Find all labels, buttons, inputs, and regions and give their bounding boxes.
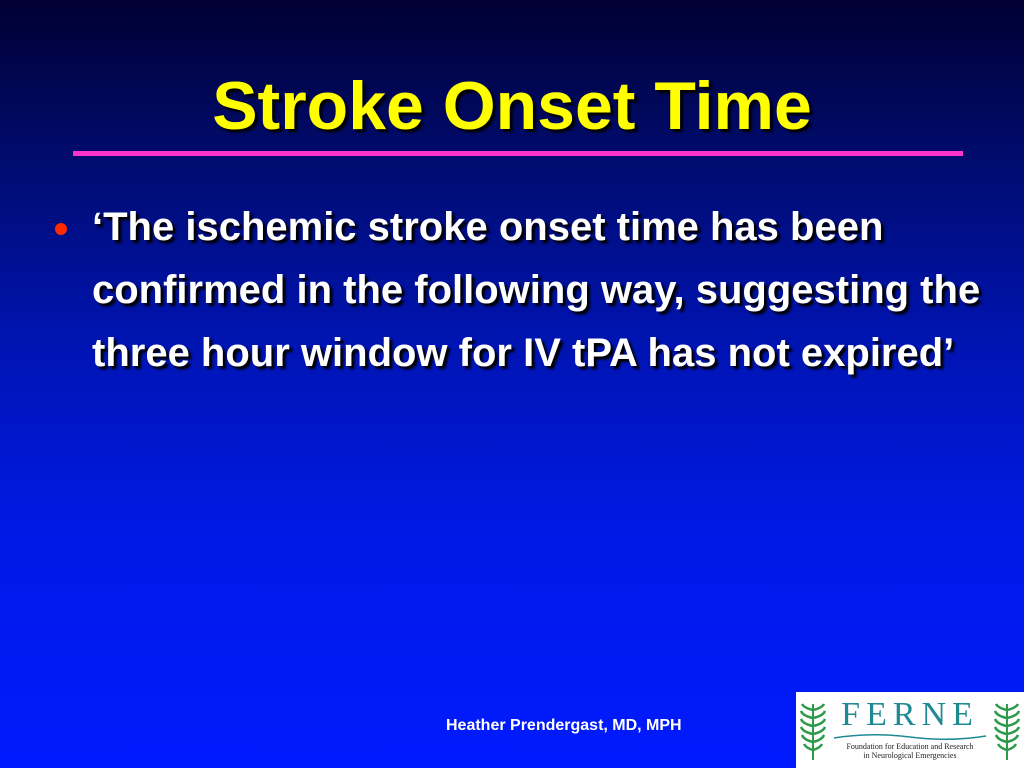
logo-tagline-line1: Foundation for Education and Research bbox=[846, 742, 974, 751]
ferne-logo bbox=[796, 692, 1024, 768]
slide-title: Stroke Onset Time bbox=[212, 68, 812, 144]
fern-leaf-icon bbox=[800, 700, 826, 762]
logo-tagline-line2: in Neurological Emergencies bbox=[863, 751, 957, 760]
bullet-text: ‘The ischemic stroke onset time has been confirmed in the following way, suggesting the three hour window for IV tPA has not expired’ bbox=[92, 205, 981, 375]
fern-leaf-icon bbox=[994, 700, 1020, 762]
bullet-item bbox=[50, 196, 990, 385]
logo-swoosh-icon bbox=[830, 732, 990, 742]
logo-tagline bbox=[830, 742, 990, 760]
title-underline bbox=[73, 151, 963, 156]
logo-wordmark: FERNE bbox=[841, 696, 979, 733]
bullet-dot-icon bbox=[55, 223, 67, 235]
footer-credit: Heather Prendergast, MD, MPH bbox=[446, 717, 682, 734]
bullet-list bbox=[50, 196, 990, 385]
